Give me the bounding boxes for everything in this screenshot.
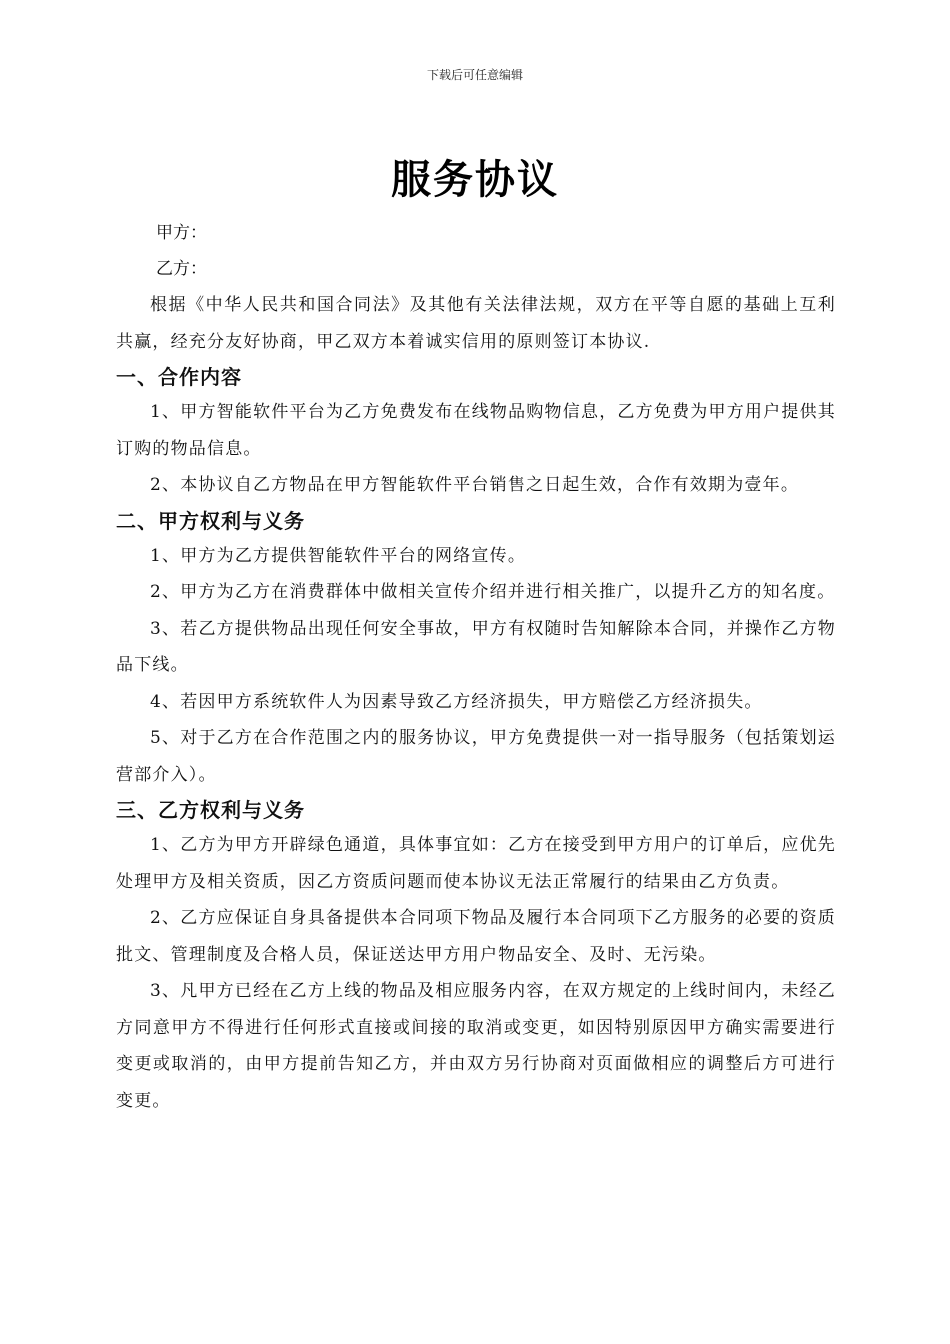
section-cooperation bbox=[116, 360, 836, 504]
document-body bbox=[116, 215, 836, 1119]
clause-paragraph: 1、甲方为乙方提供智能软件平台的网络宣传。 bbox=[150, 545, 527, 566]
preamble-paragraph: 根据《中华人民共和国合同法》及其他有关法律法规，双方在平等自愿的基础上互利共赢，经充分友好协商，甲乙双方本着诚实信用的原则签订本协议. bbox=[116, 295, 836, 352]
clause-paragraph: 2、乙方应保证自身具备提供本合同项下物品及履行本合同项下乙方服务的必要的资质批文、管理制度及合格人员，保证送达甲方用户物品安全、及时、无污染。 bbox=[116, 908, 836, 965]
party-a-line: 甲方： bbox=[156, 223, 207, 243]
clause-paragraph: 4、若因甲方系统软件人为因素导致乙方经济损失，甲方赔偿乙方经济损失。 bbox=[150, 691, 763, 712]
clause-paragraph: 3、若乙方提供物品出现任何安全事故，甲方有权随时告知解除本合同，并操作乙方物品下线。 bbox=[116, 618, 836, 675]
clause-paragraph: 5、对于乙方在合作范围之内的服务协议，甲方免费提供一对一指导服务（包括策划运营部介入）。 bbox=[116, 728, 836, 785]
section-party-b-rights bbox=[116, 793, 836, 1119]
clause-paragraph: 2、甲方为乙方在消费群体中做相关宣传介绍并进行相关推广，以提升乙方的知名度。 bbox=[150, 582, 836, 602]
clause-paragraph: 3、凡甲方已经在乙方上线的物品及相应服务内容，在双方规定的上线时间内，未经乙方同意甲方不得进行任何形式直接或间接的取消或变更，如因特别原因甲方确实需要进行变更或取消的，由甲方提前告知乙方，并由双方另行协商对页面做相应的调整后方可进行变更。 bbox=[116, 981, 836, 1111]
document-title: 服务协议 bbox=[391, 157, 559, 203]
section-heading: 三、乙方权利与义务 bbox=[116, 798, 305, 822]
clause-paragraph: 2、本协议自乙方物品在甲方智能软件平台销售之日起生效，合作有效期为壹年。 bbox=[150, 475, 800, 495]
section-heading: 二、甲方权利与义务 bbox=[116, 508, 305, 533]
clause-paragraph: 1、甲方智能软件平台为乙方免费发布在线物品购物信息，乙方免费为甲方用户提供其订购的物品信息。 bbox=[116, 402, 836, 459]
section-heading: 一、合作内容 bbox=[116, 365, 242, 389]
clause-paragraph: 1、乙方为甲方开辟绿色通道，具体事宜如：乙方在接受到甲方用户的订单后，应优先处理甲方及相关资质，因乙方资质问题而使本协议无法正常履行的结果由乙方负责。 bbox=[116, 835, 836, 892]
section-party-a-rights bbox=[116, 504, 836, 794]
header-note: 下载后可任意编辑 bbox=[426, 68, 523, 82]
party-b-line: 乙方： bbox=[156, 259, 207, 279]
